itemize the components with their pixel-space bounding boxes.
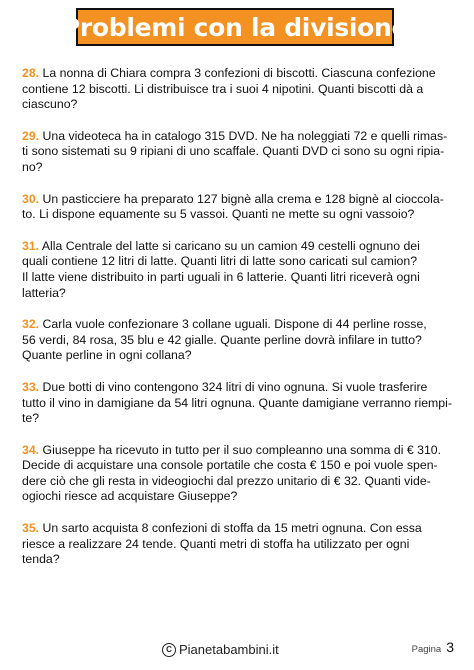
problem-line — [22, 458, 458, 474]
problem-line — [22, 317, 458, 333]
problem-item — [22, 443, 458, 505]
problem-line — [22, 144, 458, 160]
problem-text: no? — [22, 159, 43, 174]
site-logo — [162, 642, 279, 657]
problem-line — [22, 396, 458, 412]
problem-text: tenda? — [22, 552, 60, 567]
problem-text: riesce a realizzare 24 tende. Quanti metri di stoffa ha utilizzato per ogni — [22, 536, 410, 551]
copyright-icon: C — [162, 643, 176, 657]
page-number: 3 — [446, 639, 454, 655]
problem-number: 28. — [22, 66, 40, 80]
problem-text: contiene 12 biscotti. Li distribuisce tra i suoi 4 nipotini. Quanti biscotti dà a — [22, 81, 424, 96]
problem-item — [22, 317, 458, 364]
problem-line — [22, 286, 458, 302]
problem-text: Decide di acquistare una console portatile che costa € 150 e poi vuole spen- — [22, 458, 438, 473]
problem-line — [22, 333, 458, 349]
problem-text: to. Li dispone equamente su 5 vassoi. Quanti ne mette su ogni vassoio? — [22, 207, 415, 222]
problem-number: 30. — [22, 191, 40, 206]
problem-line — [22, 411, 458, 427]
problem-text: Giuseppe ha ricevuto in tutto per il suo compleanno una somma di € 310. — [42, 442, 442, 457]
problem-line — [22, 129, 458, 145]
problem-text: latteria? — [22, 285, 66, 300]
problem-number: 33. — [22, 379, 40, 394]
problem-list — [22, 66, 458, 584]
problem-text: Un sarto acquista 8 confezioni di stoffa da 15 metri ognuna. Con essa — [42, 521, 422, 536]
problem-text: ti sono sistemati su 9 ripiani di uno scaffale. Quanti DVD ci sono su ogni ripia- — [22, 144, 445, 159]
problem-text: 56 verdi, 84 rosa, 35 blu e 42 gialle. Quante perline dovrà infilare in tutto? — [22, 332, 422, 347]
problem-item — [22, 192, 458, 223]
problem-text: dere ciò che gli resta in videogiochi dal prezzo unitario di € 32. Quanti vide- — [22, 473, 431, 488]
problem-text: ogiochi riesce ad acquistare Giuseppe? — [22, 489, 238, 504]
problem-line — [22, 474, 458, 490]
problem-line — [22, 537, 458, 553]
problem-line — [22, 380, 458, 396]
problem-number: 35. — [22, 521, 40, 536]
problem-line — [22, 443, 458, 459]
problem-line — [22, 160, 458, 176]
problem-number: 29. — [22, 128, 40, 143]
page-label: Pagina — [411, 644, 442, 655]
problem-text: Due botti di vino contengono 324 litri di vino ognuna. Si vuole trasferire — [42, 379, 428, 394]
title-banner — [61, 8, 409, 46]
problem-item — [22, 521, 458, 568]
problem-text: La nonna di Chiara compra 3 confezioni di biscotti. Ciascuna confezione — [42, 66, 436, 80]
problem-item — [22, 380, 458, 427]
problem-line — [22, 97, 458, 113]
problem-line — [22, 521, 458, 537]
problem-text: Alla Centrale del latte si caricano su un camion 49 cestelli ognuno dei — [41, 238, 420, 253]
problem-number: 34. — [22, 442, 40, 457]
problem-text: Il latte viene distribuito in parti uguali in 6 latterie. Quanti litri riceverà ogni — [22, 269, 420, 284]
problem-text: Carla vuole confezionare 3 collane uguali. Dispone di 44 perline rosse, — [42, 317, 427, 332]
problem-item — [22, 66, 458, 113]
problem-text: te? — [22, 411, 40, 426]
problem-number: 31. — [22, 238, 40, 253]
problem-text: Un pasticciere ha preparato 127 bignè alla crema e 128 bignè al cioccola- — [42, 191, 444, 206]
problem-text: Quante perline in ogni collana? — [22, 348, 192, 363]
problem-line — [22, 239, 458, 255]
problem-line — [22, 489, 458, 505]
problem-line — [22, 82, 458, 98]
problem-line — [22, 192, 458, 208]
site-logo-text: Pianetabambini.it — [179, 642, 279, 657]
problem-line — [22, 348, 458, 364]
problem-line — [22, 270, 458, 286]
problem-item — [22, 129, 458, 176]
page-indicator — [412, 639, 454, 655]
problem-text: ciascuno? — [22, 97, 78, 112]
problem-text: quali contiene 12 litri di latte. Quanti litri di latte sono caricati sul camion? — [22, 254, 418, 269]
problem-number: 32. — [22, 317, 40, 332]
problem-line — [22, 207, 458, 223]
problem-item — [22, 239, 458, 301]
page-title: Problemi con la divisione — [61, 12, 409, 42]
problem-line — [22, 552, 458, 568]
problem-line — [22, 66, 458, 82]
problem-text: tutto il vino in damigiane da 54 litri ognuna. Quante damigiane verranno riempi- — [22, 395, 452, 410]
problem-line — [22, 254, 458, 270]
problem-text: Una videoteca ha in catalogo 315 DVD. Ne ha noleggiati 72 e quelli rimas- — [42, 128, 448, 143]
